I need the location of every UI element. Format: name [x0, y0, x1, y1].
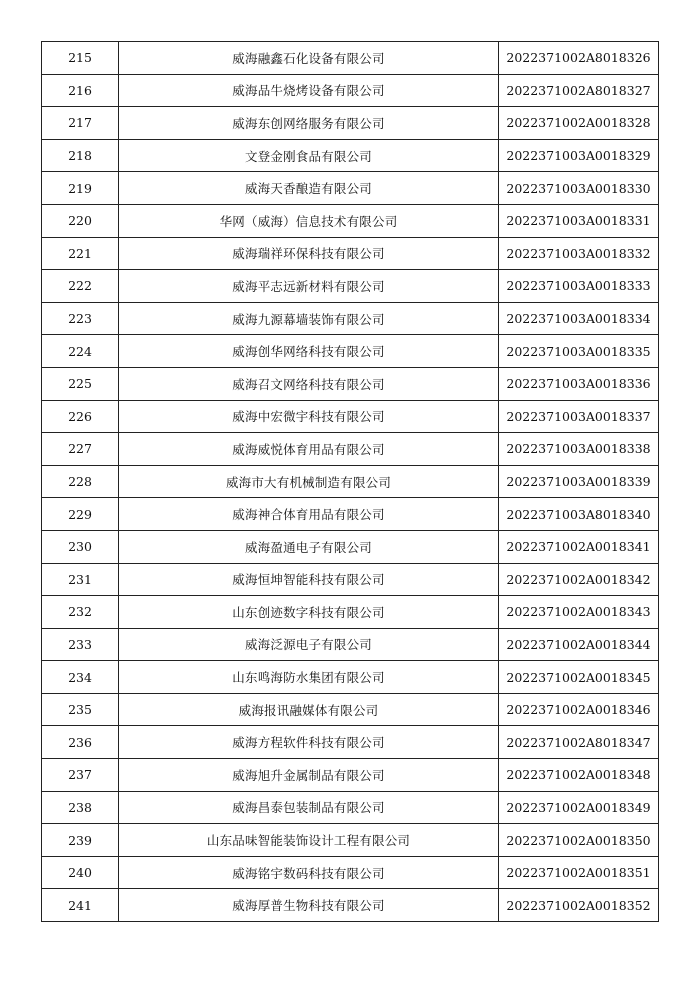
company-name-cell: 威海报讯融媒体有限公司: [119, 693, 499, 726]
row-number-cell: 226: [42, 400, 119, 433]
row-number-cell: 238: [42, 791, 119, 824]
row-number-cell: 241: [42, 889, 119, 922]
registration-code-cell: 2022371003A0018338: [499, 433, 659, 466]
table-row: [42, 302, 659, 335]
table-row: [42, 693, 659, 726]
registration-code-cell: 2022371003A0018333: [499, 270, 659, 303]
table-row: [42, 139, 659, 172]
row-number-cell: 225: [42, 367, 119, 400]
row-number-cell: 224: [42, 335, 119, 368]
registration-code-cell: 2022371002A0018341: [499, 530, 659, 563]
company-name-cell: 华网（威海）信息技术有限公司: [119, 204, 499, 237]
row-number-cell: 230: [42, 530, 119, 563]
row-number-cell: 217: [42, 107, 119, 140]
company-name-cell: 威海神合体育用品有限公司: [119, 498, 499, 531]
table-body: [42, 42, 659, 922]
registration-code-cell: 2022371003A0018337: [499, 400, 659, 433]
registration-code-cell: 2022371003A0018329: [499, 139, 659, 172]
row-number-cell: 220: [42, 204, 119, 237]
row-number-cell: 223: [42, 302, 119, 335]
table-row: [42, 400, 659, 433]
table-row: [42, 759, 659, 792]
registration-code-cell: 2022371002A8018327: [499, 74, 659, 107]
table-row: [42, 367, 659, 400]
company-name-cell: 威海九源幕墙装饰有限公司: [119, 302, 499, 335]
row-number-cell: 221: [42, 237, 119, 270]
table-row: [42, 498, 659, 531]
table-row: [42, 335, 659, 368]
company-name-cell: 威海方程软件科技有限公司: [119, 726, 499, 759]
registration-code-cell: 2022371002A0018351: [499, 856, 659, 889]
row-number-cell: 218: [42, 139, 119, 172]
registration-code-cell: 2022371002A0018352: [499, 889, 659, 922]
row-number-cell: 232: [42, 596, 119, 629]
company-name-cell: 威海创华网络科技有限公司: [119, 335, 499, 368]
registration-code-cell: 2022371003A8018340: [499, 498, 659, 531]
row-number-cell: 228: [42, 465, 119, 498]
table-row: [42, 42, 659, 75]
registration-code-cell: 2022371003A0018332: [499, 237, 659, 270]
table-row: [42, 270, 659, 303]
registration-code-cell: 2022371003A0018334: [499, 302, 659, 335]
company-name-cell: 威海东创网络服务有限公司: [119, 107, 499, 140]
row-number-cell: 231: [42, 563, 119, 596]
table-row: [42, 563, 659, 596]
registration-code-cell: 2022371002A0018344: [499, 628, 659, 661]
registration-code-cell: 2022371003A0018335: [499, 335, 659, 368]
row-number-cell: 233: [42, 628, 119, 661]
table-row: [42, 204, 659, 237]
registration-code-cell: 2022371002A0018349: [499, 791, 659, 824]
company-name-cell: 山东创迹数字科技有限公司: [119, 596, 499, 629]
company-name-cell: 威海平志远新材料有限公司: [119, 270, 499, 303]
row-number-cell: 229: [42, 498, 119, 531]
company-name-cell: 威海瑞祥环保科技有限公司: [119, 237, 499, 270]
company-registry-table: [41, 41, 659, 922]
company-name-cell: 威海盈通电子有限公司: [119, 530, 499, 563]
table-row: [42, 107, 659, 140]
table-row: [42, 530, 659, 563]
company-name-cell: 山东品味智能装饰设计工程有限公司: [119, 824, 499, 857]
row-number-cell: 216: [42, 74, 119, 107]
row-number-cell: 236: [42, 726, 119, 759]
row-number-cell: 234: [42, 661, 119, 694]
registration-code-cell: 2022371002A0018343: [499, 596, 659, 629]
row-number-cell: 239: [42, 824, 119, 857]
table-row: [42, 791, 659, 824]
company-name-cell: 威海旭升金属制品有限公司: [119, 759, 499, 792]
table-row: [42, 172, 659, 205]
company-name-cell: 威海泛源电子有限公司: [119, 628, 499, 661]
table-row: [42, 596, 659, 629]
row-number-cell: 227: [42, 433, 119, 466]
row-number-cell: 240: [42, 856, 119, 889]
company-name-cell: 威海召文网络科技有限公司: [119, 367, 499, 400]
company-name-cell: 威海市大有机械制造有限公司: [119, 465, 499, 498]
registration-code-cell: 2022371003A0018336: [499, 367, 659, 400]
company-name-cell: 山东鸣海防水集团有限公司: [119, 661, 499, 694]
table-row: [42, 74, 659, 107]
registration-code-cell: 2022371002A8018347: [499, 726, 659, 759]
table-row: [42, 628, 659, 661]
table-row: [42, 433, 659, 466]
registration-code-cell: 2022371002A8018326: [499, 42, 659, 75]
company-name-cell: 威海融鑫石化设备有限公司: [119, 42, 499, 75]
registration-code-cell: 2022371002A0018345: [499, 661, 659, 694]
table-row: [42, 237, 659, 270]
registration-code-cell: 2022371003A0018339: [499, 465, 659, 498]
company-name-cell: 威海天香酿造有限公司: [119, 172, 499, 205]
table-row: [42, 465, 659, 498]
row-number-cell: 235: [42, 693, 119, 726]
company-name-cell: 威海铭宇数码科技有限公司: [119, 856, 499, 889]
table-row: [42, 824, 659, 857]
registration-code-cell: 2022371003A0018330: [499, 172, 659, 205]
company-name-cell: 威海昌泰包装制品有限公司: [119, 791, 499, 824]
registration-code-cell: 2022371003A0018331: [499, 204, 659, 237]
company-name-cell: 威海威悦体育用品有限公司: [119, 433, 499, 466]
table-row: [42, 661, 659, 694]
company-name-cell: 威海厚普生物科技有限公司: [119, 889, 499, 922]
company-name-cell: 威海中宏微宇科技有限公司: [119, 400, 499, 433]
registration-code-cell: 2022371002A0018346: [499, 693, 659, 726]
company-name-cell: 文登金刚食品有限公司: [119, 139, 499, 172]
row-number-cell: 237: [42, 759, 119, 792]
company-name-cell: 威海品牛烧烤设备有限公司: [119, 74, 499, 107]
table-row: [42, 889, 659, 922]
table-row: [42, 726, 659, 759]
registration-code-cell: 2022371002A0018342: [499, 563, 659, 596]
row-number-cell: 222: [42, 270, 119, 303]
company-name-cell: 威海恒坤智能科技有限公司: [119, 563, 499, 596]
registration-code-cell: 2022371002A0018348: [499, 759, 659, 792]
table-row: [42, 856, 659, 889]
registration-code-cell: 2022371002A0018350: [499, 824, 659, 857]
row-number-cell: 219: [42, 172, 119, 205]
registration-code-cell: 2022371002A0018328: [499, 107, 659, 140]
row-number-cell: 215: [42, 42, 119, 75]
